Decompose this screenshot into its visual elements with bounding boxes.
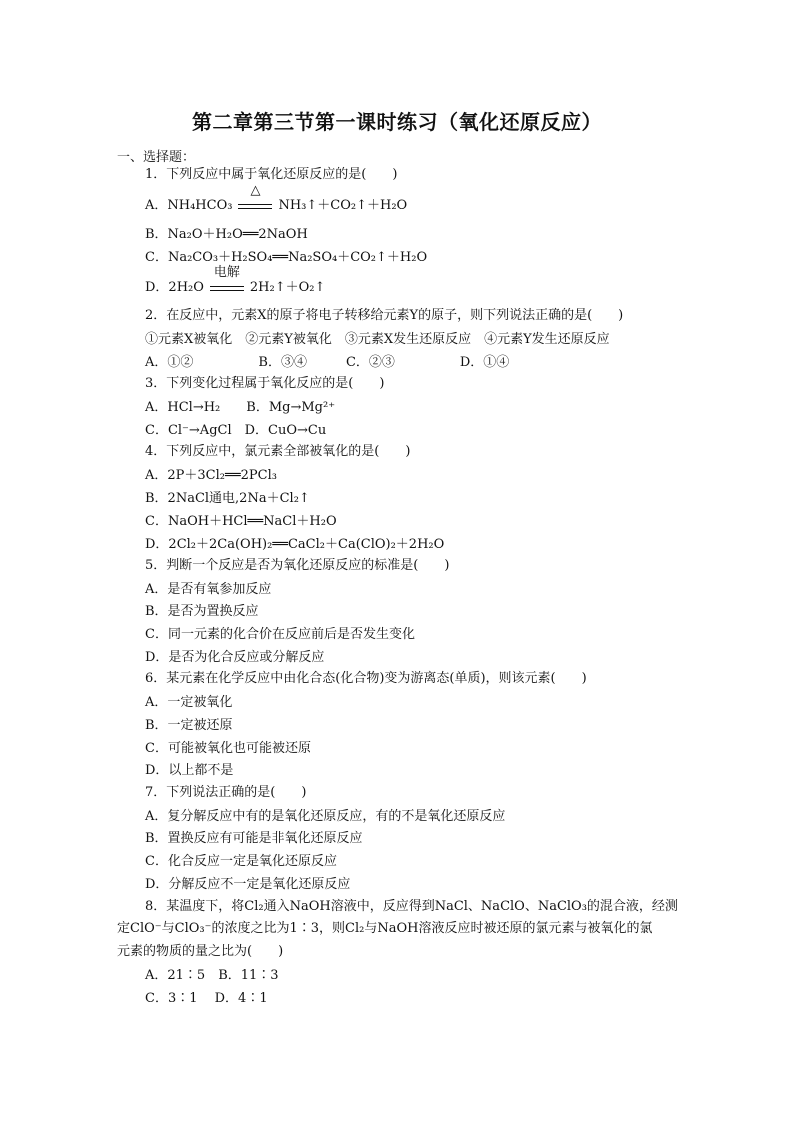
question-4-option-d: D．2Cl₂＋2Ca(OH)₂══CaCl₂＋Ca(ClO)₂＋2H₂O <box>145 537 445 552</box>
question-7-option-c: C．化合反应一定是氧化还原反应 <box>145 854 337 869</box>
question-5-stem: 5．判断一个反应是否为氧化还原反应的标准是( ) <box>145 558 450 573</box>
reaction-equals-sign <box>238 182 272 213</box>
option-d-reactant: D．2H₂O <box>145 280 204 295</box>
question-4-option-a: A．2P＋3Cl₂══2PCl₃ <box>145 468 277 483</box>
question-7-option-d: D．分解反应不一定是氧化还原反应 <box>145 877 351 892</box>
question-2-options: A．①② B．③④ C．②③ D．①④ <box>145 355 510 370</box>
question-1-stem: 1．下列反应中属于氧化还原反应的是( ) <box>145 167 398 182</box>
question-3-options-cd: C．Cl⁻→AgCl D．CuO→Cu <box>145 423 327 438</box>
question-1-option-a <box>145 182 408 214</box>
question-8-stem-line-3: 元素的物质的量之比为( ) <box>117 944 284 959</box>
question-2-stem: 2．在反应中，元素X的原子将电子转移给元素Y的原子，则下列说法正确的是( ) <box>145 308 624 323</box>
option-a-reactant: A．NH₄HCO₃ <box>145 198 233 213</box>
question-4-option-b: B．2NaCl通电,2Na＋Cl₂↑ <box>145 491 310 506</box>
question-7-option-a: A．复分解反应中有的是氧化还原反应，有的不是氧化还原反应 <box>145 809 506 824</box>
question-3-options-ab: A．HCl→H₂ B．Mg→Mg²⁺ <box>145 400 336 415</box>
question-5-option-a: A．是否有氧参加反应 <box>145 582 272 597</box>
option-d-products: 2H₂↑＋O₂↑ <box>249 280 326 295</box>
question-7-option-b: B．置换反应有可能是非氧化还原反应 <box>145 831 363 846</box>
question-4-option-c: C．NaOH＋HCl══NaCl＋H₂O <box>145 514 337 529</box>
question-6-option-c: C．可能被氧化也可能被还原 <box>145 741 311 756</box>
section-heading: 一、选择题： <box>117 150 196 165</box>
question-6-option-a: A．一定被氧化 <box>145 695 233 710</box>
question-8-options-cd: C．3∶1 D．4∶1 <box>145 991 268 1006</box>
question-5-option-c: C．同一元素的化合价在反应前后是否发生变化 <box>145 627 415 642</box>
question-5-option-d: D．是否为化合反应或分解反应 <box>145 650 325 665</box>
question-4-stem: 4．下列反应中，氯元素全部被氧化的是( ) <box>145 444 411 459</box>
question-8-stem-line-1: 8．某温度下，将Cl₂通入NaOH溶液中，反应得到NaCl、NaClO、NaClO₃的混合液，经测 <box>145 899 678 914</box>
option-a-products: NH₃↑＋CO₂↑＋H₂O <box>278 198 408 213</box>
heat-condition: △ <box>250 182 261 198</box>
question-8-options-ab: A．21∶5 B．11∶3 <box>145 968 279 983</box>
page-title: 第二章第三节第一课时练习（氧化还原反应） <box>192 110 602 134</box>
question-8-stem-line-2: 定ClO⁻与ClO₃⁻的浓度之比为1∶3，则Cl₂与NaOH溶液反应时被还原的氯元素与被氧化的氯 <box>117 921 653 936</box>
question-6-option-b: B．一定被还原 <box>145 718 233 733</box>
question-1-option-d <box>145 264 326 296</box>
question-3-stem: 3．下列变化过程属于氧化反应的是( ) <box>145 376 385 391</box>
question-6-stem: 6．某元素在化学反应中由化合态(化合物)变为游离态(单质)，则该元素( ) <box>145 671 587 686</box>
question-7-stem: 7．下列说法正确的是( ) <box>145 785 307 800</box>
question-5-option-b: B．是否为置换反应 <box>145 604 259 619</box>
question-1-option-c: C．Na₂CO₃＋H₂SO₄══Na₂SO₄＋CO₂↑＋H₂O <box>145 250 428 265</box>
reaction-equals-sign <box>210 264 244 295</box>
question-6-option-d: D．以上都不是 <box>145 763 234 778</box>
electrolysis-condition: 电解 <box>213 264 240 280</box>
question-2-statements: ①元素X被氧化 ②元素Y被氧化 ③元素X发生还原反应 ④元素Y发生还原反应 <box>145 332 610 347</box>
question-1-option-b: B．Na₂O＋H₂O══2NaOH <box>145 227 308 242</box>
